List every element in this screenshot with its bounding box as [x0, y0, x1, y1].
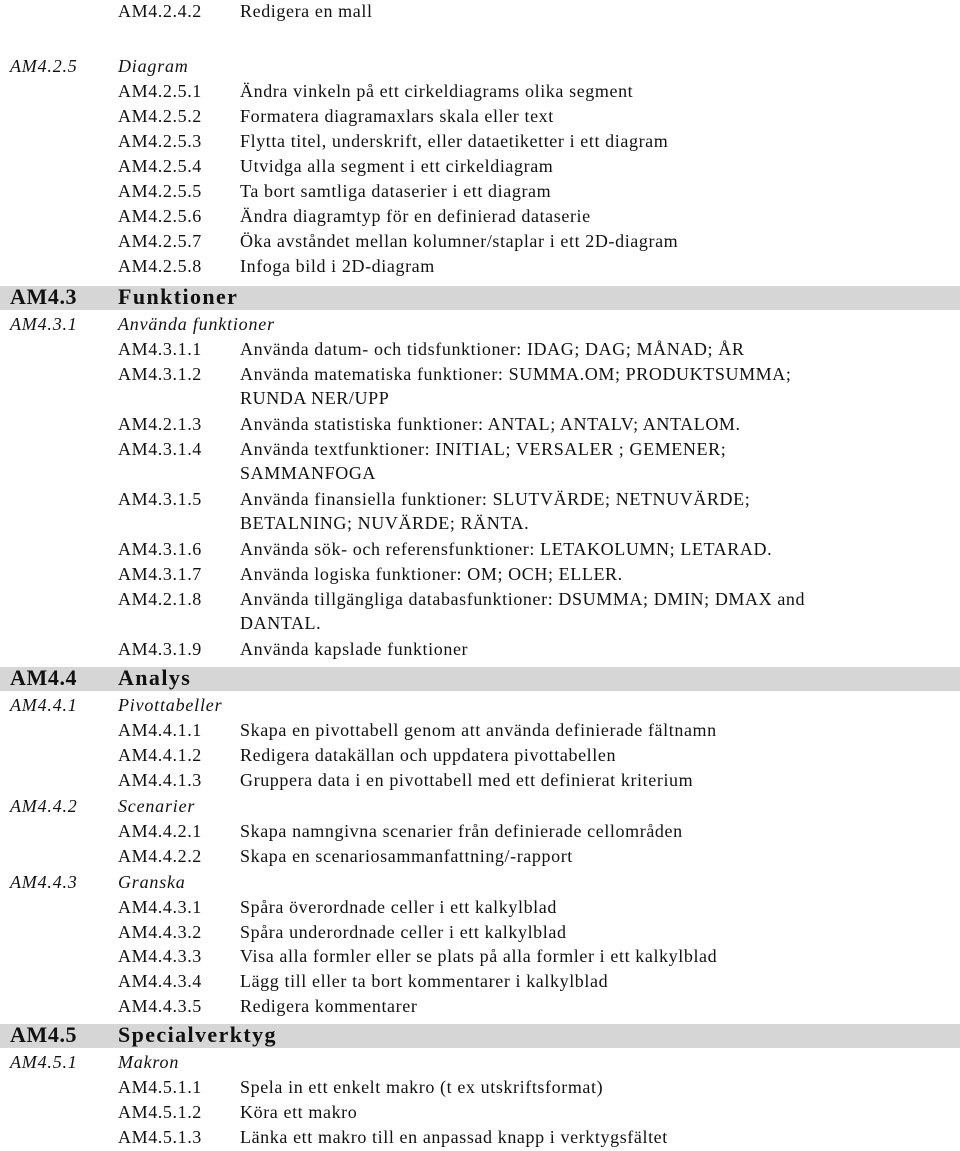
section-heading-code: AM4.4: [10, 665, 78, 690]
section-heading: [0, 286, 960, 310]
syllabus-item-text: Skapa en pivottabell genom att använda definierade fältnamn: [240, 720, 717, 740]
syllabus-item-text: Länka ett makro till en anpassad knapp i verktygsfältet: [240, 1127, 668, 1147]
syllabus-item-code: AM4.4.3.1: [118, 897, 202, 917]
syllabus-item-text: Använda datum- och tidsfunktioner: IDAG; DAG; MÅNAD; ÅR: [240, 339, 745, 359]
syllabus-item-code: AM4.4.3.2: [118, 922, 202, 942]
syllabus-item-code: AM4.4.3.3: [118, 946, 202, 966]
subsection-heading-code: AM4.2.5: [10, 56, 78, 76]
syllabus-item-code: AM4.5.1.3: [118, 1127, 202, 1147]
syllabus-item-text: Köra ett makro: [240, 1102, 358, 1122]
syllabus-item-text: Använda tillgängliga databasfunktioner: DSUMMA; DMIN; DMAX and: [240, 589, 806, 609]
section-heading-text: Funktioner: [118, 284, 239, 309]
section-heading-text: Specialverktyg: [118, 1022, 277, 1047]
subsection-heading-code: AM4.3.1: [10, 314, 78, 334]
subsection-heading-code: AM4.5.1: [10, 1052, 78, 1072]
subsection-heading-code: AM4.4.1: [10, 695, 78, 715]
syllabus-item-code: AM4.4.1.3: [118, 770, 202, 790]
syllabus-item-code: AM4.2.5.2: [118, 106, 202, 126]
syllabus-item-code: AM4.3.1.9: [118, 639, 202, 659]
subsection-heading-code: AM4.4.2: [10, 796, 78, 816]
section-heading: [0, 1024, 960, 1048]
subsection-heading-text: Granska: [118, 872, 186, 892]
syllabus-item-code: AM4.2.5.5: [118, 181, 202, 201]
syllabus-item-code: AM4.2.5.1: [118, 81, 202, 101]
syllabus-item-text: Redigera kommentarer: [240, 996, 418, 1016]
syllabus-item-text: Använda statistiska funktioner: ANTAL; ANTALV; ANTALOM.: [240, 414, 741, 434]
item-continuation-text: BETALNING; NUVÄRDE; RÄNTA.: [240, 513, 530, 533]
syllabus-item-text: Flytta titel, underskrift, eller dataetiketter i ett diagram: [240, 131, 669, 151]
syllabus-item-text: Redigera datakällan och uppdatera pivottabellen: [240, 745, 617, 765]
syllabus-item-code: AM4.2.1.8: [118, 589, 202, 609]
syllabus-item-code: AM4.2.5.8: [118, 256, 202, 276]
syllabus-item-code: AM4.2.1.3: [118, 414, 202, 434]
subsection-heading-text: Scenarier: [118, 796, 196, 816]
syllabus-item-code: AM4.2.5.3: [118, 131, 202, 151]
syllabus-item-text: Ta bort samtliga dataserier i ett diagram: [240, 181, 552, 201]
syllabus-item-code: AM4.4.3.5: [118, 996, 202, 1016]
syllabus-item-text: Använda kapslade funktioner: [240, 639, 469, 659]
syllabus-item-code: AM4.4.1.1: [118, 720, 202, 740]
syllabus-item-text: Ändra diagramtyp för en definierad dataserie: [240, 206, 591, 226]
syllabus-item-code: AM4.4.2.1: [118, 821, 202, 841]
subsection-heading-text: Pivottabeller: [118, 695, 223, 715]
syllabus-item-text: Lägg till eller ta bort kommentarer i kalkylblad: [240, 971, 609, 991]
syllabus-item-text: Infoga bild i 2D-diagram: [240, 256, 435, 276]
syllabus-item-code: AM4.2.5.7: [118, 231, 202, 251]
syllabus-item-text: Öka avståndet mellan kolumner/staplar i ett 2D-diagram: [240, 231, 679, 251]
syllabus-item-text: Skapa namngivna scenarier från definierade cellområden: [240, 821, 683, 841]
item-continuation-text: DANTAL.: [240, 613, 322, 633]
syllabus-item-text: Skapa en scenariosammanfattning/-rapport: [240, 846, 573, 866]
syllabus-item-text: Använda matematiska funktioner: SUMMA.OM; PRODUKTSUMMA;: [240, 364, 792, 384]
syllabus-item-text: Visa alla formler eller se plats på alla formler i ett kalkylblad: [240, 946, 718, 966]
subsection-heading-text: Diagram: [118, 56, 189, 76]
syllabus-item-code: AM4.4.1.2: [118, 745, 202, 765]
section-heading-code: AM4.3: [10, 284, 78, 309]
syllabus-item-code: AM4.4.2.2: [118, 846, 202, 866]
syllabus-item-text: Spåra överordnade celler i ett kalkylblad: [240, 897, 557, 917]
syllabus-item-text: Ändra vinkeln på ett cirkeldiagrams olika segment: [240, 81, 634, 101]
section-heading-text: Analys: [118, 665, 192, 690]
syllabus-item-text: Redigera en mall: [240, 1, 373, 21]
syllabus-item-text: Spåra underordnade celler i ett kalkylblad: [240, 922, 567, 942]
syllabus-item-text: Spela in ett enkelt makro (t ex utskriftsformat): [240, 1077, 604, 1097]
syllabus-item-code: AM4.5.1.1: [118, 1077, 202, 1097]
section-heading: [0, 667, 960, 691]
syllabus-item-code: AM4.4.3.4: [118, 971, 202, 991]
syllabus-item-text: Gruppera data i en pivottabell med ett definierat kriterium: [240, 770, 694, 790]
item-continuation-text: RUNDA NER/UPP: [240, 388, 390, 408]
section-heading-code: AM4.5: [10, 1022, 78, 1047]
syllabus-item-code: AM4.2.4.2: [118, 1, 202, 21]
syllabus-item-text: Använda textfunktioner: INITIAL; VERSALER ; GEMENER;: [240, 439, 727, 459]
syllabus-item-text: Formatera diagramaxlars skala eller text: [240, 106, 554, 126]
item-continuation-text: SAMMANFOGA: [240, 463, 377, 483]
syllabus-item-code: AM4.3.1.6: [118, 539, 202, 559]
syllabus-item-text: Utvidga alla segment i ett cirkeldiagram: [240, 156, 554, 176]
syllabus-item-text: Använda finansiella funktioner: SLUTVÄRDE; NETNUVÄRDE;: [240, 489, 751, 509]
syllabus-item-code: AM4.3.1.2: [118, 364, 202, 384]
subsection-heading-text: Använda funktioner: [118, 314, 275, 334]
syllabus-item-code: AM4.2.5.6: [118, 206, 202, 226]
subsection-heading-text: Makron: [118, 1052, 180, 1072]
syllabus-item-text: Använda sök- och referensfunktioner: LETAKOLUMN; LETARAD.: [240, 539, 773, 559]
syllabus-item-code: AM4.2.5.4: [118, 156, 202, 176]
syllabus-item-code: AM4.3.1.1: [118, 339, 202, 359]
syllabus-item-code: AM4.3.1.7: [118, 564, 202, 584]
subsection-heading-code: AM4.4.3: [10, 872, 78, 892]
syllabus-item-code: AM4.3.1.5: [118, 489, 202, 509]
syllabus-item-text: Använda logiska funktioner: OM; OCH; ELLER.: [240, 564, 623, 584]
syllabus-item-code: AM4.5.1.2: [118, 1102, 202, 1122]
syllabus-item-code: AM4.3.1.4: [118, 439, 202, 459]
